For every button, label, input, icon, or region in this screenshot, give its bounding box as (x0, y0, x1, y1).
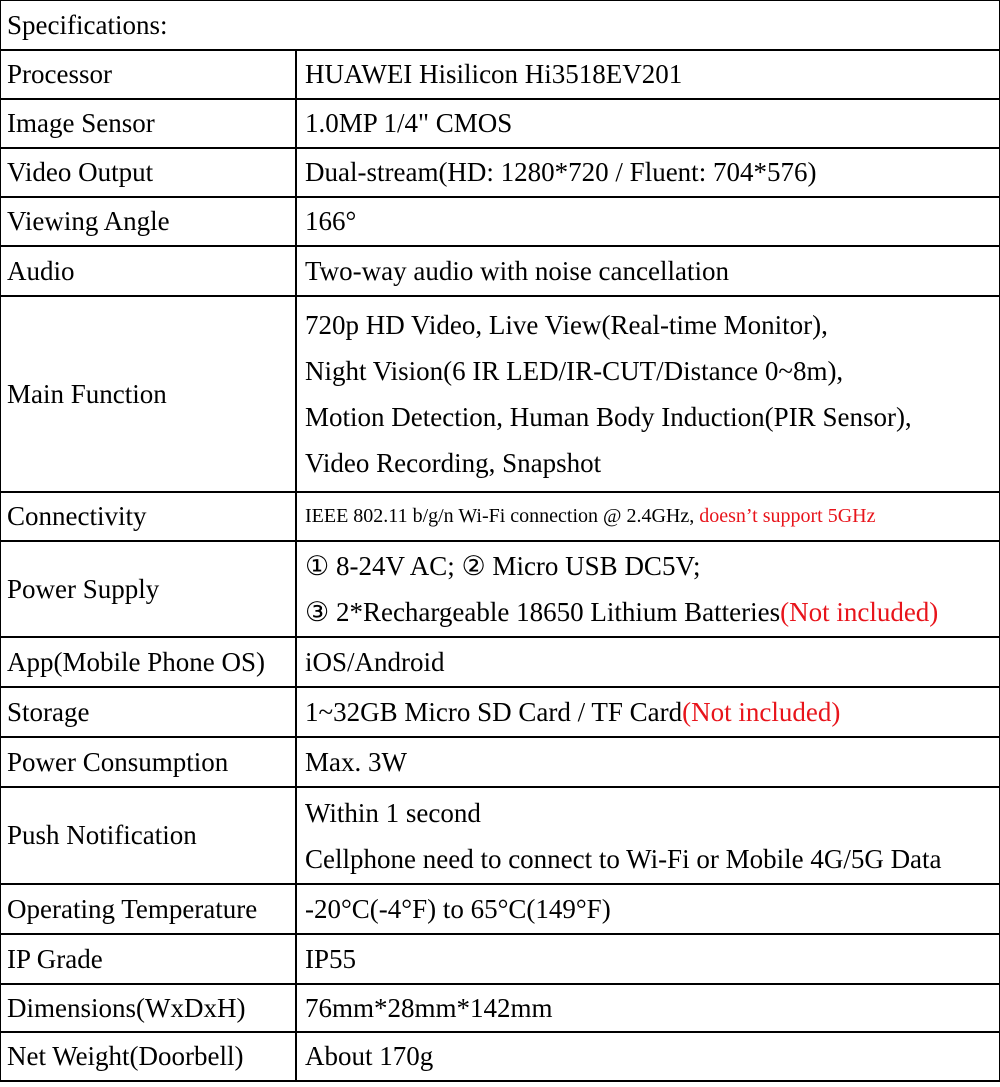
spec-value (297, 688, 999, 736)
table-title: Specifications: (7, 9, 168, 40)
table-row (1, 295, 999, 491)
table-row (1, 245, 999, 295)
spec-value (297, 247, 999, 295)
table-row (1, 983, 999, 1031)
table-row (1, 1031, 999, 1080)
spec-value (297, 788, 999, 883)
spec-value-line: 720p HD Video, Live View(Real-time Monitor), (305, 310, 828, 340)
spec-label: Power Consumption (1, 738, 297, 786)
spec-warning-note: (Not included) (682, 696, 841, 727)
spec-label: Operating Temperature (1, 885, 297, 933)
spec-warning-note: (Not included) (780, 597, 939, 627)
spec-value (297, 738, 999, 786)
spec-value-text: Dual-stream(HD: 1280*720 / Fluent: 704*576) (305, 157, 817, 187)
spec-label: App(Mobile Phone OS) (1, 638, 297, 686)
table-row (1, 49, 999, 98)
spec-value-text: Max. 3W (305, 746, 407, 777)
spec-value-line (305, 589, 999, 635)
spec-value (297, 885, 999, 933)
spec-value-text: iOS/Android (305, 646, 445, 677)
spec-value-text: 1~32GB Micro SD Card / TF Card (305, 696, 683, 727)
table-row (1, 491, 999, 540)
spec-label: Dimensions(WxDxH) (1, 985, 297, 1031)
spec-value (297, 493, 999, 540)
spec-value-line: Video Recording, Snapshot (305, 448, 602, 478)
spec-warning-note: doesn’t support 5GHz (699, 505, 876, 527)
table-row (1, 540, 999, 636)
spec-value-text: HUAWEI Hisilicon Hi3518EV201 (305, 59, 683, 89)
spec-label: Image Sensor (1, 100, 297, 147)
table-header-row (1, 1, 999, 49)
spec-label: Viewing Angle (1, 198, 297, 245)
spec-label: Connectivity (1, 493, 297, 540)
spec-value (297, 935, 999, 983)
spec-value-line: Night Vision(6 IR LED/IR-CUT/Distance 0~8m), (305, 356, 844, 386)
spec-label: IP Grade (1, 935, 297, 983)
spec-label: Main Function (1, 297, 297, 491)
spec-value (297, 100, 999, 147)
spec-label: Video Output (1, 149, 297, 196)
spec-value (297, 297, 999, 491)
spec-value-text: About 170g (305, 1041, 434, 1071)
spec-value-line: Cellphone need to connect to Wi-Fi or Mobile 4G/5G Data (305, 843, 942, 874)
spec-value (297, 51, 999, 98)
spec-label: Audio (1, 247, 297, 295)
table-row (1, 196, 999, 245)
spec-value-text: ③ 2*Rechargeable 18650 Lithium Batteries (305, 597, 781, 627)
spec-value (297, 638, 999, 686)
spec-value (297, 1033, 999, 1080)
spec-label: Push Notification (1, 788, 297, 883)
table-row (1, 933, 999, 983)
spec-label: Processor (1, 51, 297, 98)
spec-value-text: 166° (305, 206, 357, 236)
spec-value-line: ① 8-24V AC; ② Micro USB DC5V; (305, 551, 701, 581)
table-row (1, 98, 999, 147)
spec-value-line: Within 1 second (305, 797, 481, 828)
table-row (1, 736, 999, 786)
spec-value (297, 198, 999, 245)
spec-label: Net Weight(Doorbell) (1, 1033, 297, 1080)
spec-value (297, 149, 999, 196)
spec-label: Power Supply (1, 542, 297, 636)
table-row (1, 686, 999, 736)
table-row (1, 636, 999, 686)
spec-value-text: 1.0MP 1/4" CMOS (305, 108, 513, 138)
spec-value-text: Two-way audio with noise cancellation (305, 255, 729, 286)
spec-value-text: -20°C(-4°F) to 65°C(149°F) (305, 893, 611, 924)
table-row (1, 786, 999, 883)
spec-value-text: IEEE 802.11 b/g/n Wi-Fi connection @ 2.4GHz, (305, 505, 695, 527)
spec-value (297, 542, 999, 636)
spec-value-text: IP55 (305, 943, 357, 974)
table-row (1, 883, 999, 933)
spec-label: Storage (1, 688, 297, 736)
spec-value (297, 985, 999, 1031)
spec-value-line: Motion Detection, Human Body Induction(PIR Sensor), (305, 402, 912, 432)
table-row (1, 147, 999, 196)
spec-value-text: 76mm*28mm*142mm (305, 992, 553, 1023)
